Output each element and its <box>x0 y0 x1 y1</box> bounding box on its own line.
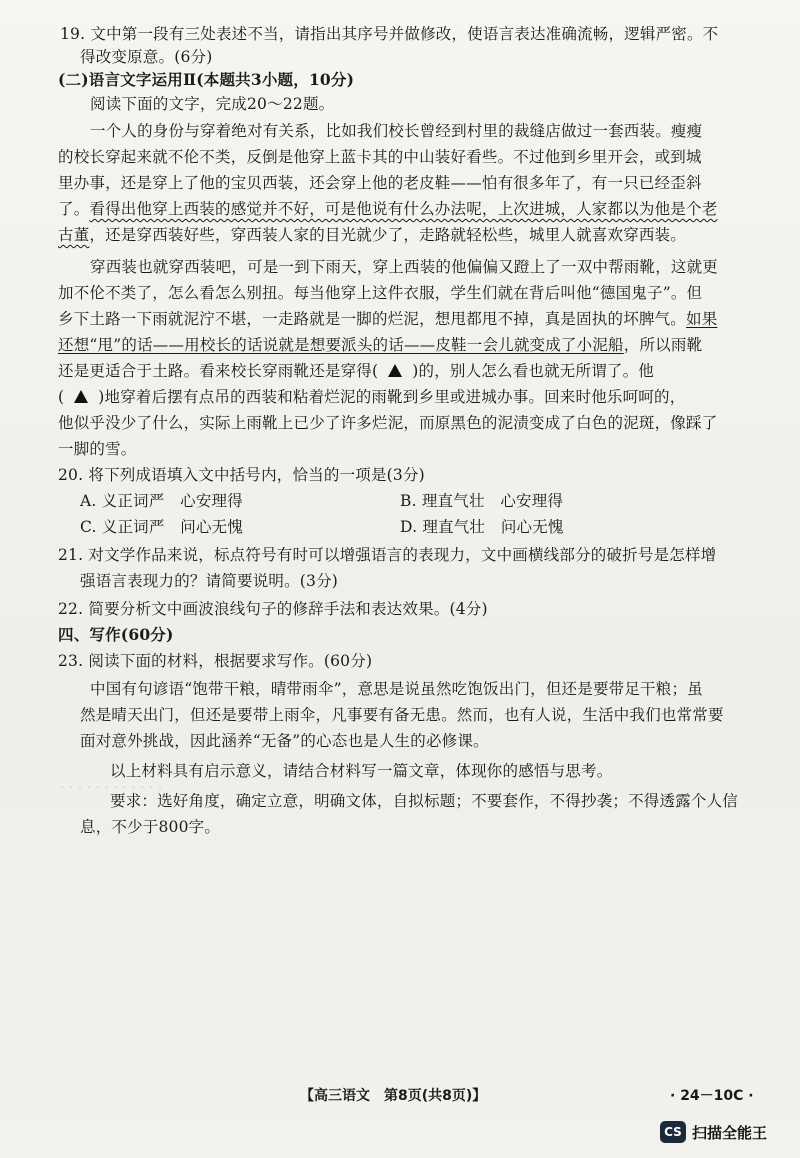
page-footer <box>0 1085 800 1111</box>
q20-option-c: C. 义正词严 问心无愧 <box>80 518 244 536</box>
passage-p2-line5-a: 还是更适合于土路。看来校长穿雨靴还是穿得( <box>58 362 379 380</box>
q23-requirements-line2: 息，不少于800字。 <box>80 818 221 836</box>
passage-p1-line5-rest: ，还是穿西装好些，穿西装人家的目光就少了，走路就轻松些，城里人就喜欢穿西装。 <box>89 226 687 244</box>
footer-exam-code: · 24－10C · <box>670 1088 754 1104</box>
passage-p1-line1: 一个人的身份与穿着绝对有关系，比如我们校长曾经到村里的裁缝店做过一套西装。瘦瘦 <box>90 122 703 140</box>
blank-triangle-icon <box>74 390 88 403</box>
passage-p2-line1: 穿西装也就穿西装吧，可是一到下雨天，穿上西装的他偏偏又蹬上了一双中帮雨靴，这就更 <box>90 258 719 276</box>
q23-prompt: 以上材料具有启示意义，请结合材料写一篇文章，体现你的感悟与思考。 <box>110 762 613 780</box>
passage-p2-line7: 他似乎没少了什么，实际上雨靴上已少了许多烂泥，而原黑色的泥渍变成了白色的泥斑，像踩了 <box>58 414 718 432</box>
passage-p1-line2: 的校长穿起来就不伦不类，反倒是他穿上蓝卡其的中山装好看些。不过他到乡里开会，或到城 <box>58 148 702 166</box>
q23-requirements-line1: 要求：选好角度，确定立意，明确文体，自拟标题；不要套作，不得抄袭；不得透露个人信 <box>110 792 739 810</box>
q23-material-line3: 面对意外挑战，因此涵养“无备”的心态也是人生的必修课。 <box>80 732 489 750</box>
passage-p2-line3 <box>58 308 717 330</box>
q20-options-row2 <box>80 516 564 538</box>
wavy-underlined-sentence: 看得出他穿上西装的感觉并不好，可是他说有什么办法呢，上次进城，人家都以为他是个老 <box>89 200 718 218</box>
blank-triangle-icon <box>388 364 402 377</box>
passage-p2-line2: 加不伦不类了，怎么看怎么别扭。每当他穿上这件衣服，学生们就在背后叫他“德国鬼子”。但 <box>58 284 703 302</box>
q20-option-d: D. 理直气壮 问心无愧 <box>400 518 564 536</box>
wavy-underlined-sentence-end: 古董 <box>58 226 90 244</box>
q20-option-a: A. 义正词严 心安理得 <box>80 492 243 510</box>
q19-line1: 19. 文中第一段有三处表述不当，请指出其序号并做修改，使语言表达准确流畅，逻辑严密。不 <box>60 25 719 43</box>
q19-line2: 得改变原意。(6分) <box>80 48 213 66</box>
passage-p2-line3-text: 乡下土路一下雨就泥泞不堪，一走路就是一脚的烂泥，想甩都甩不掉，真是固执的坏脾气。 <box>58 310 687 328</box>
scanner-label: 扫描全能王 <box>692 1123 768 1142</box>
passage-p2-line4 <box>58 334 702 356</box>
q23-material-line2: 然是晴天出门，但还是要带上雨伞，凡事要有备无患。然而，也有人说，生活中我们也常常要 <box>80 706 724 724</box>
q23-material-line1: 中国有句谚语“饱带干粮，晴带雨伞”，意思是说虽然吃饱饭出门，但还是要带足干粮；虽 <box>90 680 703 698</box>
passage-p1-line5 <box>58 224 686 246</box>
passage-p2-line6-b: )地穿着后摆有点吊的西装和粘着烂泥的雨靴到乡里或进城办事。回来时他乐呵呵的， <box>98 388 686 406</box>
underlined-dash-sentence: 还想“甩”的话——用校长的话说就是想要派头的话——皮鞋一会儿就变成了小泥船 <box>58 336 624 354</box>
passage-p1-line4-lead: 了。 <box>58 200 90 218</box>
passage-p2-line6 <box>58 386 685 408</box>
section4-heading: 四、写作(60分) <box>58 625 174 644</box>
reading-instruction: 阅读下面的文字，完成20～22题。 <box>90 95 335 113</box>
passage-p1-line3: 里办事，还是穿上了他的宝贝西装，还会穿上他的老皮鞋——怕有很多年了，有一只已经歪斜 <box>58 174 702 192</box>
q20-stem: 20. 将下列成语填入文中括号内，恰当的一项是(3分) <box>58 466 425 484</box>
passage-p1-line4 <box>58 198 717 220</box>
q23-stem: 23. 阅读下面的材料，根据要求写作。(60分) <box>58 652 373 670</box>
scanner-watermark <box>660 1118 767 1146</box>
passage-p2-line5 <box>58 360 654 382</box>
bleed-through-text: · · · · · · · · · · · · <box>60 780 163 796</box>
q20-option-b: B. 理直气壮 心安理得 <box>400 492 564 510</box>
passage-p2-line5-b: )的，别人怎么看也就无所谓了。他 <box>412 362 654 380</box>
footer-page-info: 【高三语文 第8页(共8页)】 <box>300 1088 487 1104</box>
q21-line1: 21. 对文学作品来说，标点符号有时可以增强语言的表现力，文中画横线部分的破折号是怎样增 <box>58 546 717 564</box>
q20-options-row1 <box>80 490 563 512</box>
underlined-dash-sentence-start: 如果 <box>686 310 718 328</box>
q21-line2: 强语言表现力的？请简要说明。(3分) <box>80 572 339 590</box>
passage-p2-line8: 一脚的雪。 <box>58 440 137 458</box>
section2-heading: (二)语言文字运用Ⅱ(本题共3小题，10分) <box>58 70 355 89</box>
passage-p2-line4-tail: ，所以雨靴 <box>623 336 703 354</box>
passage-p2-line6-a: ( <box>58 388 65 406</box>
camscanner-logo-icon: CS <box>660 1121 686 1143</box>
q22-stem: 22. 简要分析文中画波浪线句子的修辞手法和表达效果。(4分) <box>58 600 488 618</box>
